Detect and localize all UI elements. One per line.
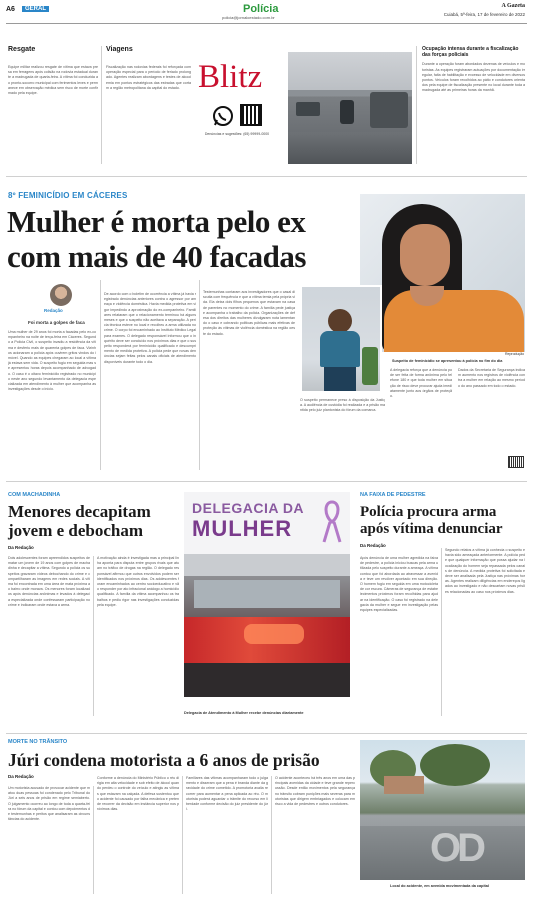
header-date: Cuiabá, 5ª-feira, 17 de fevereiro de 2022 [443, 12, 525, 17]
masthead: A Gazeta [501, 3, 525, 9]
section-email: policia@jornaloestado.com.br [222, 15, 275, 20]
whatsapp-icon [212, 105, 234, 127]
main-body-col2: De acordo com o boletim de ocorrência a vítima já havia registrado denúncias anteriores contra o agressor por ameaça e violência doméstica. Havia medida protetiva em vigor impedindo a aproximação do ex-companheiro. Familiares relataram que o relacionamento terminou há alguns meses e que o suspeito não aceitava a separação. A perícia técnica esteve no local e recolheu a arma utilizada no crime. O corpo foi encaminhado ao Instituto Médico Legal para exames. O delegado responsável informou que o inquérito deve ser concluído nos próximos dias e que o suspeito responderá por feminicídio qualificado e descumprimento de medida protetiva. A polícia pede que novas denúncias sejam feitas pelos canais oficiais de atendimento disponíveis durante todo o dia. [104, 292, 196, 364]
victim-photo [360, 194, 525, 352]
left-headline-1: Menores decapitam [8, 502, 151, 521]
brief-text: Fiscalização nas rodovias federais foi reforçada com operação especial para o período de feriado prolongado. Agentes realizam abordagens e testes de alcoolemia em pontos estratégicos das estradas que cortam a região metropolitana da capital do estado. [106, 65, 191, 90]
page-header [0, 0, 533, 22]
photo-credit: Reprodução [505, 352, 525, 356]
left-body-col1: Dois adolescentes foram apreendidos suspeitos de matar um jovem de 19 anos com golpes de machadinha e decapitar a vítima. Segundo a polícia os suspeitos gravaram vídeos debochando do crime e compartilharam as imagens em redes sociais. A vítima foi encontrada em uma área de mata próxima ao bairro onde morava. Os menores foram localizados após denúncias anônimas e levados à delegacia especializada onde confessaram participação no crime e indicaram onde estava a arma. [8, 556, 90, 607]
right-headline-2: após vítima denunciar [360, 521, 503, 537]
brief-resgate [8, 46, 98, 166]
bottom-kicker: MORTE NO TRÂNSITO [8, 739, 68, 745]
brief-title: Viagens [106, 46, 133, 53]
brief-ocupacao [422, 46, 525, 166]
brief-viagens [106, 46, 191, 166]
brief-text: Durante a operação foram abordados dezenas de veículos e motoristas. As equipes registraram autuações por documentação irregular, falta de habilitação e excesso de velocidade em diversos pontos. Veículos foram recolhidos ao pátio e condutores orientados pela equipe de fiscalização presente no local durante toda a madrugada até as primeiras horas da manhã. [422, 62, 525, 93]
brief-title: Ocupação intensa durante a fiscalização das forças policiais [422, 46, 519, 59]
traffic-photo [288, 52, 412, 164]
blitz-box [194, 60, 284, 160]
main-lead: Foi morta a golpes de faca [28, 320, 85, 325]
street-photo [360, 740, 525, 880]
bottom-body-col1: Um motorista acusado de provocar acidente que matou duas pessoas foi condenado pelo Tribunal do Júri a seis anos de prisão em regime semiaberto. O julgamento ocorreu ao longo de toda a quarta-feira no fórum da capital e contou com depoimentos de testemunhas e peritos que analisaram as circunstâncias do acidente. [8, 786, 90, 822]
bottom-body-col4: O acidente aconteceu há três anos em uma das principais avenidas da cidade e teve grande repercussão. Desde então movimentos pela segurança no trânsito cobram punições mais severas para motoristas que dirigem embriagados e colocam em risco a vida de pedestres e outros condutores. [275, 776, 355, 807]
main-byline: Redação [44, 308, 63, 313]
main-body-col1: Uma mulher de 29 anos foi morta a facadas pelo ex-companheiro na noite de terça-feira em Cáceres. Segundo a Polícia Civil, o suspeito invadiu a residência da vítima e desferiu mais de quarenta golpes de faca. Vizinhos acionaram a polícia após ouvirem gritos vindos do imóvel. Quando as equipes chegaram ao local a vítima já estava sem vida. O suspeito fugiu em seguida mas se apresentou horas depois acompanhado de advogado. O caso é o oitavo feminicídio registrado no município neste ano segundo levantamento da delegacia especializada em atendimento à mulher que acompanha as investigações desde o início. [8, 330, 96, 392]
qr-code-icon [508, 456, 524, 468]
bottom-body-col3: Familiares das vítimas acompanharam todo o julgamento e disseram que a pena é branda diante da gravidade do crime cometido. A promotoria avalia recorrer para aumentar a pena aplicada ao réu. O motorista poderá aguardar o trâmite do recurso em liberdade conforme decisão do juiz presidente do júri. [186, 776, 268, 812]
left-kicker: COM MACHADINHA [8, 492, 61, 498]
main-body-col3: Testemunhas contaram aos investigadores que o casal discutia com frequência e que a vítima temia pela própria vida. Ela deixa dois filhos pequenos que estavam na casa de parentes no momento do crime. A família pede justiça e acompanha o trabalho da polícia. Organizações de defesa dos direitos das mulheres divulgaram nota lamentando o caso e cobrando políticas públicas mais efetivas de proteção às vítimas de violência doméstica na região oeste do estado. [203, 290, 295, 336]
blitz-sub: Denúncias e sugestões: (65) 99999-0000 [204, 132, 270, 136]
watermark-logo: OD [430, 826, 482, 870]
blitz-title: Blitz [198, 59, 263, 95]
delegacia-photo [184, 492, 350, 697]
delegacia-sign-line1: DELEGACIA DA [192, 500, 305, 516]
ribbon-icon [322, 500, 342, 544]
right-headline-1: Polícia procura arma [360, 504, 497, 520]
page-tag: GERAL [22, 6, 49, 12]
section-title: Polícia [243, 3, 279, 15]
brief-title: Resgate [8, 46, 36, 53]
bottom-headline: Júri condena motorista a 6 anos de prisão [8, 750, 320, 770]
brief-text: Equipe militar realizou resgate de vítima que estava presa em ferragens após colisão na rodovia estadual durante a madrugada de quarta-feira. A vítima foi conduzida ao pronto-socorro municipal com ferimentos leves e permanece em observação médica sem risco de morte confirmado pela equipe. [8, 65, 98, 96]
bottom-byline: Da Redação [8, 774, 34, 779]
main-body-col6: Dados da Secretaria de Segurança indicam aumento nos registros de violência contra a mulher em relação ao mesmo período do ano passado em todo o estado. [458, 368, 525, 388]
right-byline: Da Redação [360, 543, 386, 548]
delegacia-sign-line2: MULHER [192, 516, 293, 541]
suspect-photo [300, 285, 382, 393]
author-avatar [50, 284, 72, 306]
main-body-col5: A delegacia reforça que a denúncia pode ser feita de forma anônima pelo telefone 180 e que toda mulher em situação de risco deve procurar ajuda imediatamente junto aos órgãos de proteção. [390, 368, 452, 399]
main-body-col4: O suspeito permanece preso à disposição da Justiça. A audiência de custódia foi realizada e a prisão mantida pelo juiz plantonista do fórum da comarca. [300, 398, 385, 413]
left-body-col2: A motivação ainda é investigada mas a principal linha aponta para disputa entre grupos rivais que atuam no tráfico de drogas na região. O delegado responsável afirmou que outros envolvidos podem ser identificados nos próximos dias. Os adolescentes foram encaminhados ao centro socioeducativo e vão responder por ato infracional análogo a homicídio qualificado. A família da vítima acompanhou os trabalhos e pediu rigor nas investigações conduzidas pela equipe. [97, 556, 179, 607]
right-kicker: NA FAIXA DE PEDESTRE [360, 492, 426, 498]
right-body-col1: Após denúncia de uma mulher agredida na faixa de pedestre, a polícia iniciou buscas pela arma utilizada pelo suspeito durante a ameaça. A vítima contou que foi abordada ao atravessar a avenida e teve um revólver apontado em sua direção. O homem fugiu em seguida em uma motocicleta de cor escura. Câmeras de segurança de estabelecimentos próximos foram recolhidas para ajudar na identificação. O caso foi registrado na delegacia da mulher e segue em investigação pelas equipes especializadas. [360, 556, 438, 613]
qr-code-icon [240, 104, 262, 126]
subhead-col2 [104, 281, 200, 287]
main-headline-1: Mulher é morta pelo ex [7, 204, 306, 239]
street-photo-caption: Local do acidente, em avenida movimentada da capital [390, 884, 489, 888]
left-byline: Da Redação [8, 545, 34, 550]
page-number: A6 [6, 6, 15, 13]
main-kicker: 8º FEMINICÍDIO EM CÁCERES [8, 191, 128, 200]
delegacia-caption: Delegacia de Atendimento à Mulher recebe denúncias diariamente [184, 711, 304, 715]
left-headline-2: jovem e debocham [8, 521, 144, 540]
victim-photo-caption: Suspeito de feminicídio se apresentou à polícia no fim do dia [392, 359, 503, 363]
main-headline-2: com mais de 40 facadas [7, 239, 306, 274]
right-body-col2: Segundo relatos a vítima já conhecia o suspeito e havia sido ameaçada anteriormente. A polícia pede que qualquer informação que possa ajudar na localização do homem seja repassada pelos canais de denúncia. A medida protetiva foi solicitada e deve ser analisada pela Justiça nas próximas horas. Agentes realizam diligências em endereços ligados ao investigado e não descartam novas prisões relacionadas ao caso nos próximos dias. [445, 548, 525, 594]
bottom-body-col2: Conforme a denúncia do Ministério Público o réu dirigia em alta velocidade e sob efeito de álcool quando perdeu o controle do veículo e atingiu as vítimas que estavam na calçada. A defesa sustentou que o acidente foi causado por falha mecânica e pretende recorrer da decisão em instância superior nos próximos dias. [97, 776, 179, 812]
